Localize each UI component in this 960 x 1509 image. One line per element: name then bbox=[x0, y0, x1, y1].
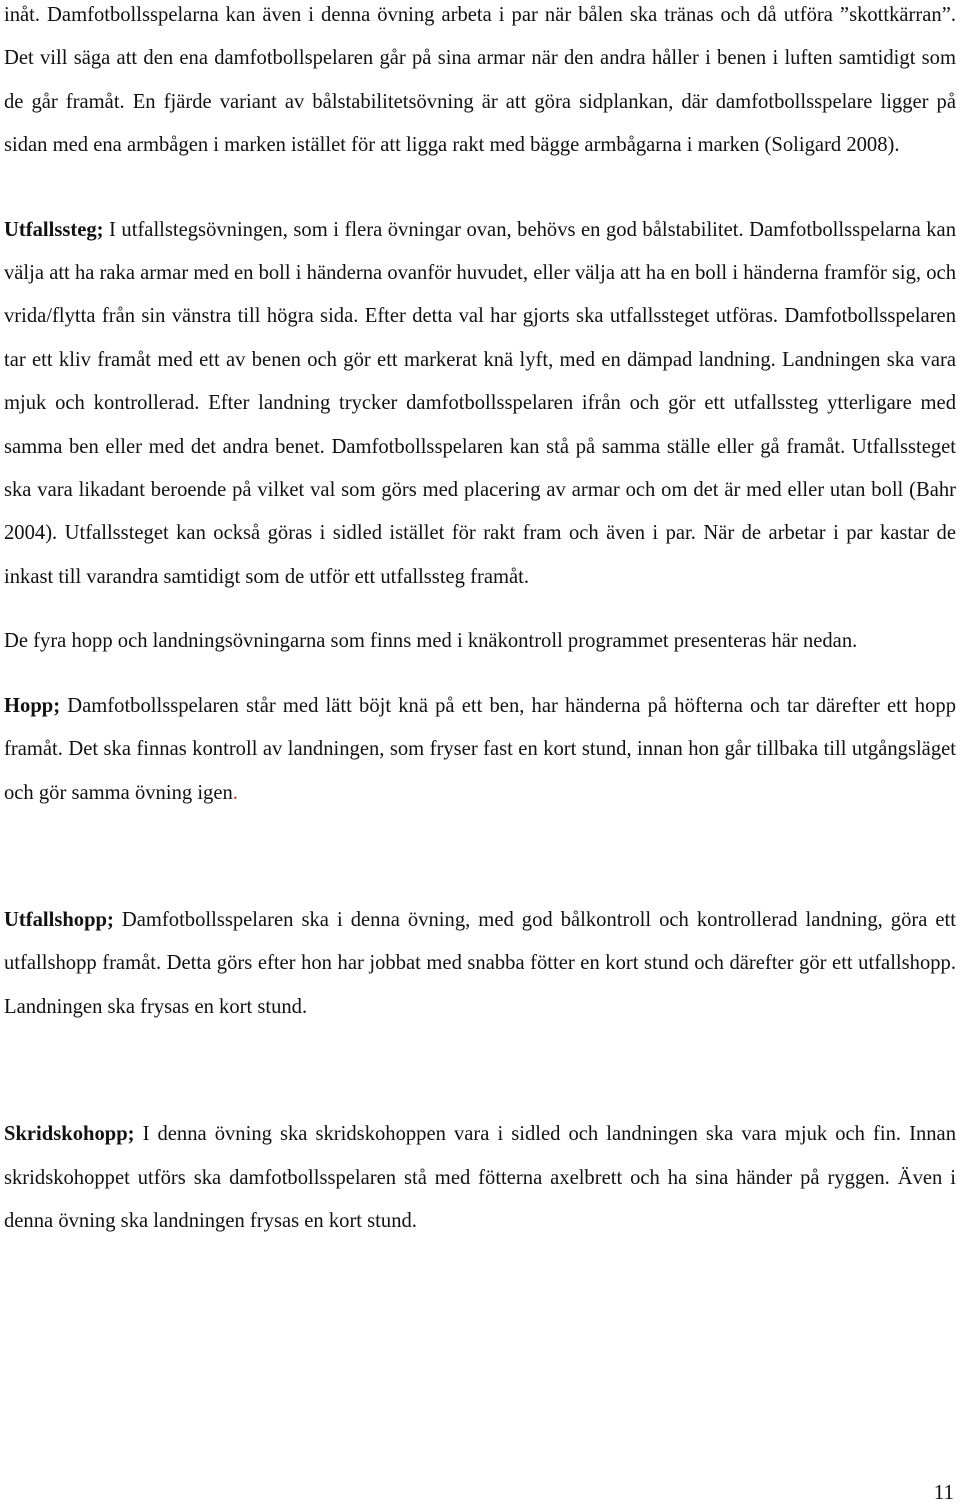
paragraph-hopp bbox=[4, 685, 956, 815]
paragraph-intro-text: inåt. Damfotbollsspelarna kan även i denna övning arbeta i par när bålen ska tränas och då utföra ”skottkärran”. Det vill säga att den ena damfotbollspelaren går på sina armar när den andra håller i benen i luften samtidigt som de går framåt. En fjärde variant av bålstabilitetsövning är att göra sidplankan, där damfotbollsspelare ligger på sidan med ena armbågen i marken istället för att ligga rakt med bägge armbågarna i marken (Soligard 2008). bbox=[4, 4, 956, 157]
term-utfallssteg: Utfallssteg; bbox=[4, 218, 104, 241]
highlighted-period: . bbox=[232, 781, 238, 804]
paragraph-utfallshopp bbox=[4, 899, 956, 1029]
paragraph-intro bbox=[4, 0, 956, 168]
term-hopp: Hopp; bbox=[4, 694, 61, 717]
document-body bbox=[4, 0, 956, 1243]
term-skridskohopp: Skridskohopp; bbox=[4, 1123, 135, 1146]
paragraph-hopp-intro-text: De fyra hopp och landningsövningarna som finns med i knäkontroll programmet presenteras här nedan. bbox=[4, 630, 858, 653]
paragraph-spacer bbox=[4, 168, 956, 209]
paragraph-utfallshopp-text: Damfotbollsspelaren ska i denna övning, med god bålkontroll och kontrollerad landning, göra ett utfallshopp framåt. Detta görs efter hon har jobbat med snabba fötter en kort stund och därefter gör ett utfallshopp. Landningen ska frysas en kort stund. bbox=[4, 908, 956, 1018]
paragraph-spacer bbox=[4, 599, 956, 620]
paragraph-spacer bbox=[4, 664, 956, 685]
paragraph-spacer bbox=[4, 1029, 956, 1113]
paragraph-skridskohopp-text: I denna övning ska skridskohoppen vara i sidled och landningen ska vara mjuk och fin. Innan skridskohoppet utförs ska damfotbollsspelaren stå med fötterna axelbrett och ha sina händer på ryggen. Även i denna övning ska landningen frysas en kort stund. bbox=[4, 1123, 956, 1232]
paragraph-hopp-intro bbox=[4, 620, 956, 663]
term-utfallshopp: Utfallshopp; bbox=[4, 908, 114, 931]
paragraph-utfallssteg-text: I utfallstegsövningen, som i flera övningar ovan, behövs en god bålstabilitet. Damfotbollsspelarna kan välja att ha raka armar med en boll i händerna ovanför huvudet, eller välja att ha en boll i händerna framför sig, och vrida/flytta från sin vänstra till högra sida. Efter detta val har gjorts ska utfallssteget utföras. Damfotbollsspelaren tar ett kliv framåt med ett av benen och gör ett markerat knä lyft, med en dämpad landning. Landningen ska vara mjuk och kontrollerad. Efter landning trycker damfotbollsspelaren ifrån och gör ett utfallssteg ytterligare med samma ben eller med det andra benet. Damfotbollsspelaren kan stå på samma ställe eller gå framåt. Utfallssteget ska vara likadant beroende på vilket val som görs med placering av armar och om det är med eller utan boll (Bahr 2004). Utfallssteget kan också göras i sidled istället för rakt fram och även i par. När de arbetar i par kastar de inkast till varandra samtidigt som de utför ett utfallssteg framåt. bbox=[4, 218, 956, 588]
paragraph-spacer bbox=[4, 815, 956, 899]
paragraph-hopp-text: Damfotbollsspelaren står med lätt böjt knä på ett ben, har händerna på höfterna och tar därefter ett hopp framåt. Det ska finnas kontroll av landningen, som fryser fast en kort stund, innan hon går tillbaka till utgångsläget och gör samma övning igen bbox=[4, 694, 956, 804]
paragraph-skridskohopp bbox=[4, 1113, 956, 1243]
page-number: 11 bbox=[933, 1480, 954, 1504]
paragraph-utfallssteg bbox=[4, 209, 956, 600]
